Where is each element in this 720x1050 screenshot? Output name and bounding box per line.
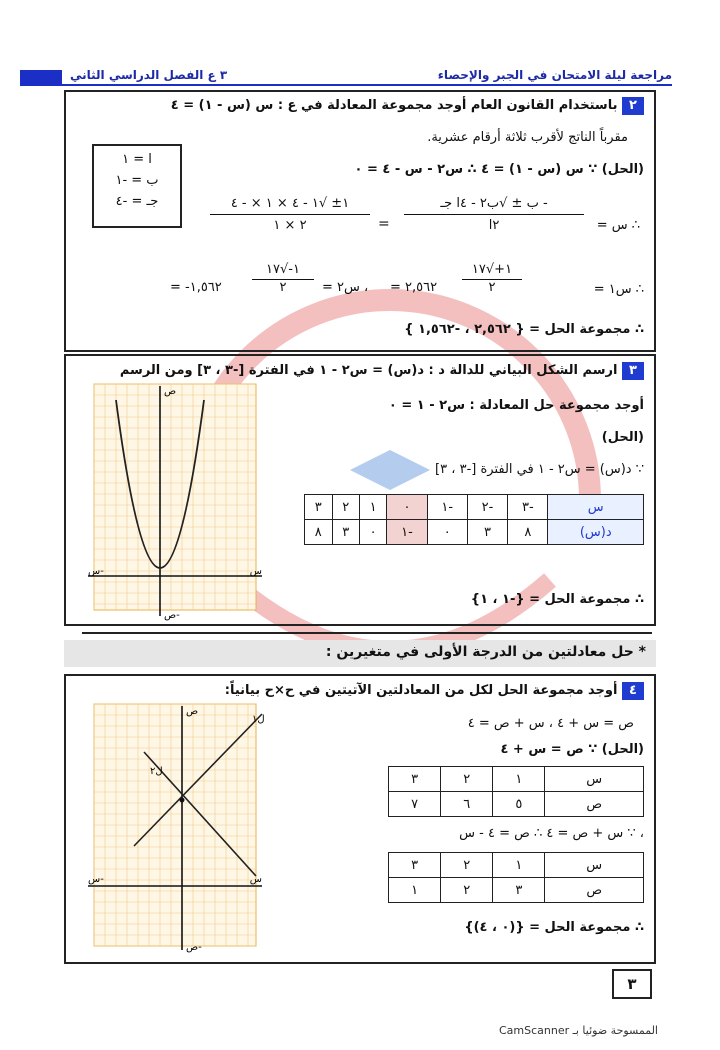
table-header-y: ص (545, 878, 644, 903)
question-number-badge: ٣ (622, 362, 644, 380)
question-4-title (84, 682, 644, 700)
table-cell: ٠ (359, 520, 386, 545)
root2-denominator: ٢ (279, 280, 287, 295)
table-cell: -٣ (508, 495, 548, 520)
table-cell: ٣ (467, 520, 507, 545)
subst-denominator: ٢ × ١ (273, 218, 307, 233)
scanner-credit: الممسوحة ضوئيا بـ CamScanner (498, 1024, 658, 1037)
root2-value: = -١,٥٦٢ (170, 280, 222, 295)
header-rule (20, 84, 672, 86)
q4-table-1 (388, 766, 644, 817)
question-4-answer: ∴ مجموعة الحل = {(٠ ، ٤)} (464, 920, 644, 935)
root1-denominator: ٢ (488, 280, 496, 295)
axis-label-x-pos: س (249, 566, 262, 577)
coef-c: جـ = -٤ (115, 194, 159, 209)
q2-solution-line: (الحل) ∵ س (س - ١) = ٤ ∴ س٢ - س - ٤ = ٠ (354, 162, 644, 177)
question-text: ارسم الشكل البياني للدالة د : د(س) = س٢ - ١ في الفترة [-٣ ، ٣] ومن الرسم (119, 363, 618, 378)
table-cell: ١ (493, 853, 545, 878)
parabola-graph (84, 380, 270, 622)
q3-solution-label: (الحل) (601, 430, 644, 445)
question-3-title (84, 362, 644, 380)
table-row-y (305, 520, 644, 545)
intersection-point (180, 798, 185, 803)
root1-label: ∴ س١ = (593, 282, 644, 297)
q4-solution-2: ، ∵ س + ص = ٤ ∴ ص = ٤ - س (459, 826, 644, 841)
line-l2-label: ل٢ (150, 766, 163, 777)
table-cell: ٣ (389, 767, 441, 792)
table-cell: ٣ (305, 495, 333, 520)
table-cell: ٢ (441, 767, 493, 792)
formula-label: ∴ س = (596, 218, 640, 233)
root2-label: ، س٢ = (322, 280, 369, 295)
table-cell: ٨ (508, 520, 548, 545)
formula-denominator: ٢ا (488, 218, 500, 233)
axis-label-y-neg: ص- (164, 610, 180, 621)
table-row-x (389, 853, 644, 878)
question-text: أوجد مجموعة الحل لكل من المعادلتين الآتيتين في ح×ح بيانياً: (224, 683, 618, 698)
lines-graph (84, 700, 270, 954)
table-cell: -١ (427, 495, 467, 520)
question-number-badge: ٢ (622, 97, 644, 115)
root1-numerator: ١+√١٧ (462, 262, 522, 280)
header-color-block (20, 70, 62, 84)
table-cell: ٣ (493, 878, 545, 903)
question-2-title (84, 97, 644, 115)
table-cell: ٠ (387, 495, 427, 520)
coef-a: ا = ١ (122, 152, 152, 167)
table-cell: ٠ (427, 520, 467, 545)
table-header-y: ص (545, 792, 644, 817)
axis-label-x-neg: س- (88, 566, 104, 577)
formula-equals: = (378, 216, 390, 232)
table-header-x: س (545, 853, 644, 878)
table-cell: ٧ (389, 792, 441, 817)
question-3-answer: ∴ مجموعة الحل = {-١ ، ١} (470, 592, 644, 607)
subst-numerator: ١± √١ - ٤ × ١ × - ٤ (210, 196, 370, 215)
section-banner-text: * حل معادلتين من الدرجة الأولى في متغيرين : (325, 644, 646, 660)
table-header-x: س (545, 767, 644, 792)
axis-label-x-pos: س (249, 874, 262, 885)
general-formula (404, 196, 584, 233)
table-row-y (389, 792, 644, 817)
root2-fraction (252, 262, 314, 295)
table-cell: -٢ (467, 495, 507, 520)
root1-fraction (462, 262, 522, 295)
axis-label-y-pos: ص (186, 706, 199, 717)
q4-table-2 (388, 852, 644, 903)
table-header-y: د(س) (548, 520, 644, 545)
q4-solution-1: (الحل) ∵ ص = س + ٤ (500, 742, 644, 757)
root1-value: = ٢,٥٦٢ (390, 280, 438, 295)
section-divider (82, 632, 652, 634)
header-term: ٣ ع الفصل الدراسي الثاني (70, 68, 228, 82)
table-header-x: س (548, 495, 644, 520)
page-number: ٣ (612, 969, 652, 999)
question-number-badge: ٤ (622, 682, 644, 700)
table-cell: -١ (387, 520, 427, 545)
table-cell: ١ (359, 495, 386, 520)
header-title: مراجعة ليلة الامتحان في الجبر والإحصاء (437, 68, 672, 82)
q3-value-table (304, 494, 644, 545)
q3-solution-line: ∵ د(س) = س٢ - ١ في الفترة [-٣ ، ٣] (435, 462, 644, 477)
line-l1-label: ل١ (252, 714, 265, 725)
question-3-subtitle: أوجد مجموعة حل المعادلة : س٢ - ١ = ٠ (388, 398, 644, 413)
table-cell: ٢ (441, 853, 493, 878)
table-cell: ٢ (441, 878, 493, 903)
table-cell: ٣ (332, 520, 359, 545)
axis-label-y-neg: ص- (186, 942, 202, 953)
table-cell: ١ (389, 878, 441, 903)
question-text: باستخدام القانون العام أوجد مجموعة المعادلة في ع : س (س - ١) = ٤ (170, 98, 618, 113)
coefficients-box (92, 144, 182, 228)
formula-numerator: - ب ± √ب٢ - ٤ا جـ (404, 196, 584, 215)
root2-numerator: ١-√١٧ (252, 262, 314, 280)
coef-b: ب = -١ (115, 173, 159, 188)
table-cell: ٦ (441, 792, 493, 817)
section-banner (64, 640, 656, 667)
table-row-y (389, 878, 644, 903)
table-cell: ٥ (493, 792, 545, 817)
table-cell: ٢ (332, 495, 359, 520)
axis-label-x-neg: س- (88, 874, 104, 885)
table-cell: ٨ (305, 520, 333, 545)
axis-label-y-pos: ص (164, 386, 177, 397)
question-2-subtitle: مقرباً الناتج لأقرب ثلاثة أرقام عشرية. (427, 130, 628, 145)
question-2-answer: ∴ مجموعة الحل = { ٢,٥٦٢ ، -١,٥٦٢ } (404, 322, 644, 337)
table-cell: ٣ (389, 853, 441, 878)
substituted-formula (210, 196, 370, 233)
table-row-x (305, 495, 644, 520)
table-cell: ١ (493, 767, 545, 792)
q4-equations: ص = س + ٤ ، س + ص = ٤ (467, 716, 634, 731)
table-row-x (389, 767, 644, 792)
